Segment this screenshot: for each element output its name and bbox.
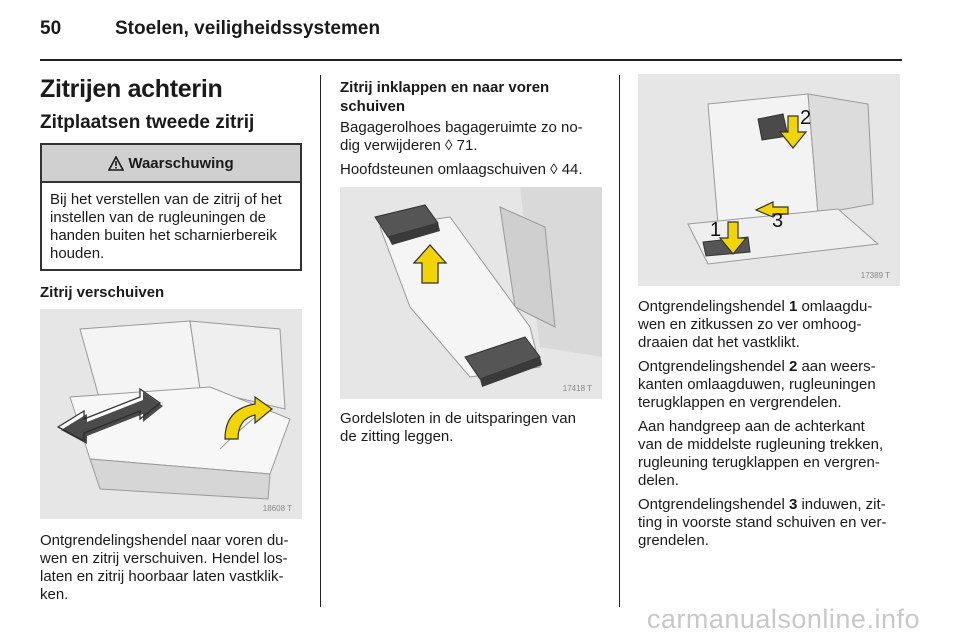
caption-verschuiven <box>40 532 289 604</box>
text-run: Ontgrendelingshendel <box>638 358 789 375</box>
warning-box <box>40 143 302 271</box>
middle-title-line: Zitrij inklappen en naar voren <box>340 79 550 96</box>
middle-para-1 <box>340 119 583 155</box>
middle-para-3 <box>340 410 576 446</box>
para-line: Aan handgreep aan de achterkant <box>638 418 865 435</box>
section-heading: Zitrijen achterin <box>40 75 223 103</box>
para-line: delen. <box>638 472 679 489</box>
header-rule <box>40 59 902 61</box>
caption-line: ken. <box>40 586 69 603</box>
figure-label-1: 1 <box>710 219 722 241</box>
para-line: Gordelsloten in de uitsparingen van <box>340 410 576 427</box>
para-line <box>638 496 903 514</box>
caption-line: wen en zitrij verschuiven. Hendel los- <box>40 550 288 567</box>
lever-number: 1 <box>788 298 798 315</box>
lever-number: 2 <box>788 358 798 375</box>
warning-text: Bij het verstellen van de zitrij of het instellen van de rugleuningen de handen buiten het scharnierbereik houden. <box>50 191 282 262</box>
warning-title: Waarschuwing <box>128 154 234 172</box>
caption-line: laten en zitrij hoorbaar laten vastklik- <box>40 568 284 585</box>
figure-seat-slide <box>40 309 302 519</box>
para-line: Bagagerolhoes bagageruimte zo no- <box>340 119 583 136</box>
figure-code: 18608 T <box>262 504 292 513</box>
para-line: ting in voorste stand schuiven en ver- <box>638 514 887 531</box>
warning-header <box>42 145 300 183</box>
text-run: aan weers- <box>797 358 876 375</box>
figure-label-2: 2 <box>800 107 812 129</box>
lever-number: 3 <box>788 496 798 513</box>
text-run: induwen, zit- <box>797 496 886 513</box>
page-number: 50 <box>40 18 62 39</box>
para-line: dig verwijderen ◊ 71. <box>340 137 478 154</box>
para-line: draaien dat het vastklikt. <box>638 334 800 351</box>
middle-title <box>340 78 549 116</box>
middle-para-2 <box>340 161 583 179</box>
caption-line: Ontgrendelingshendel naar voren du- <box>40 532 289 549</box>
text-run: omlaagdu- <box>797 298 873 315</box>
para-line: de zitting leggen. <box>340 428 454 445</box>
watermark: carmanualsonline.info <box>646 604 920 634</box>
figure-seat-fold <box>340 187 602 399</box>
right-text <box>638 298 903 550</box>
para-line <box>638 298 903 316</box>
column-divider-2 <box>619 75 620 607</box>
text-run: Ontgrendelingshendel <box>638 496 789 513</box>
warning-triangle-icon <box>108 156 124 171</box>
para-line: terugklappen en vergrendelen. <box>638 394 842 411</box>
figure-code: 17418 T <box>562 384 592 393</box>
figure-label-3: 3 <box>772 210 784 232</box>
section-title-verschuiven: Zitrij verschuiven <box>40 284 165 301</box>
para-line: van de middelste rugleuning trekken, <box>638 436 884 453</box>
subsection-heading: Zitplaatsen tweede zitrij <box>40 112 255 133</box>
para-line: Hoofdsteunen omlaagschuiven ◊ 44. <box>340 161 583 178</box>
figure-release-levers <box>638 74 900 286</box>
page-header-title: Stoelen, veiligheidssystemen <box>115 18 381 39</box>
figure-code: 17389 T <box>860 271 890 280</box>
para-line: grendelen. <box>638 532 709 549</box>
para-line: wen en zitkussen zo ver omhoog- <box>638 316 862 333</box>
para-line: kanten omlaagduwen, rugleuningen <box>638 376 876 393</box>
middle-title-line: schuiven <box>340 98 406 115</box>
para-line <box>638 358 903 376</box>
para-line: rugleuning terugklappen en vergren- <box>638 454 880 471</box>
column-divider-1 <box>320 75 321 607</box>
text-run: Ontgrendelingshendel <box>638 298 789 315</box>
